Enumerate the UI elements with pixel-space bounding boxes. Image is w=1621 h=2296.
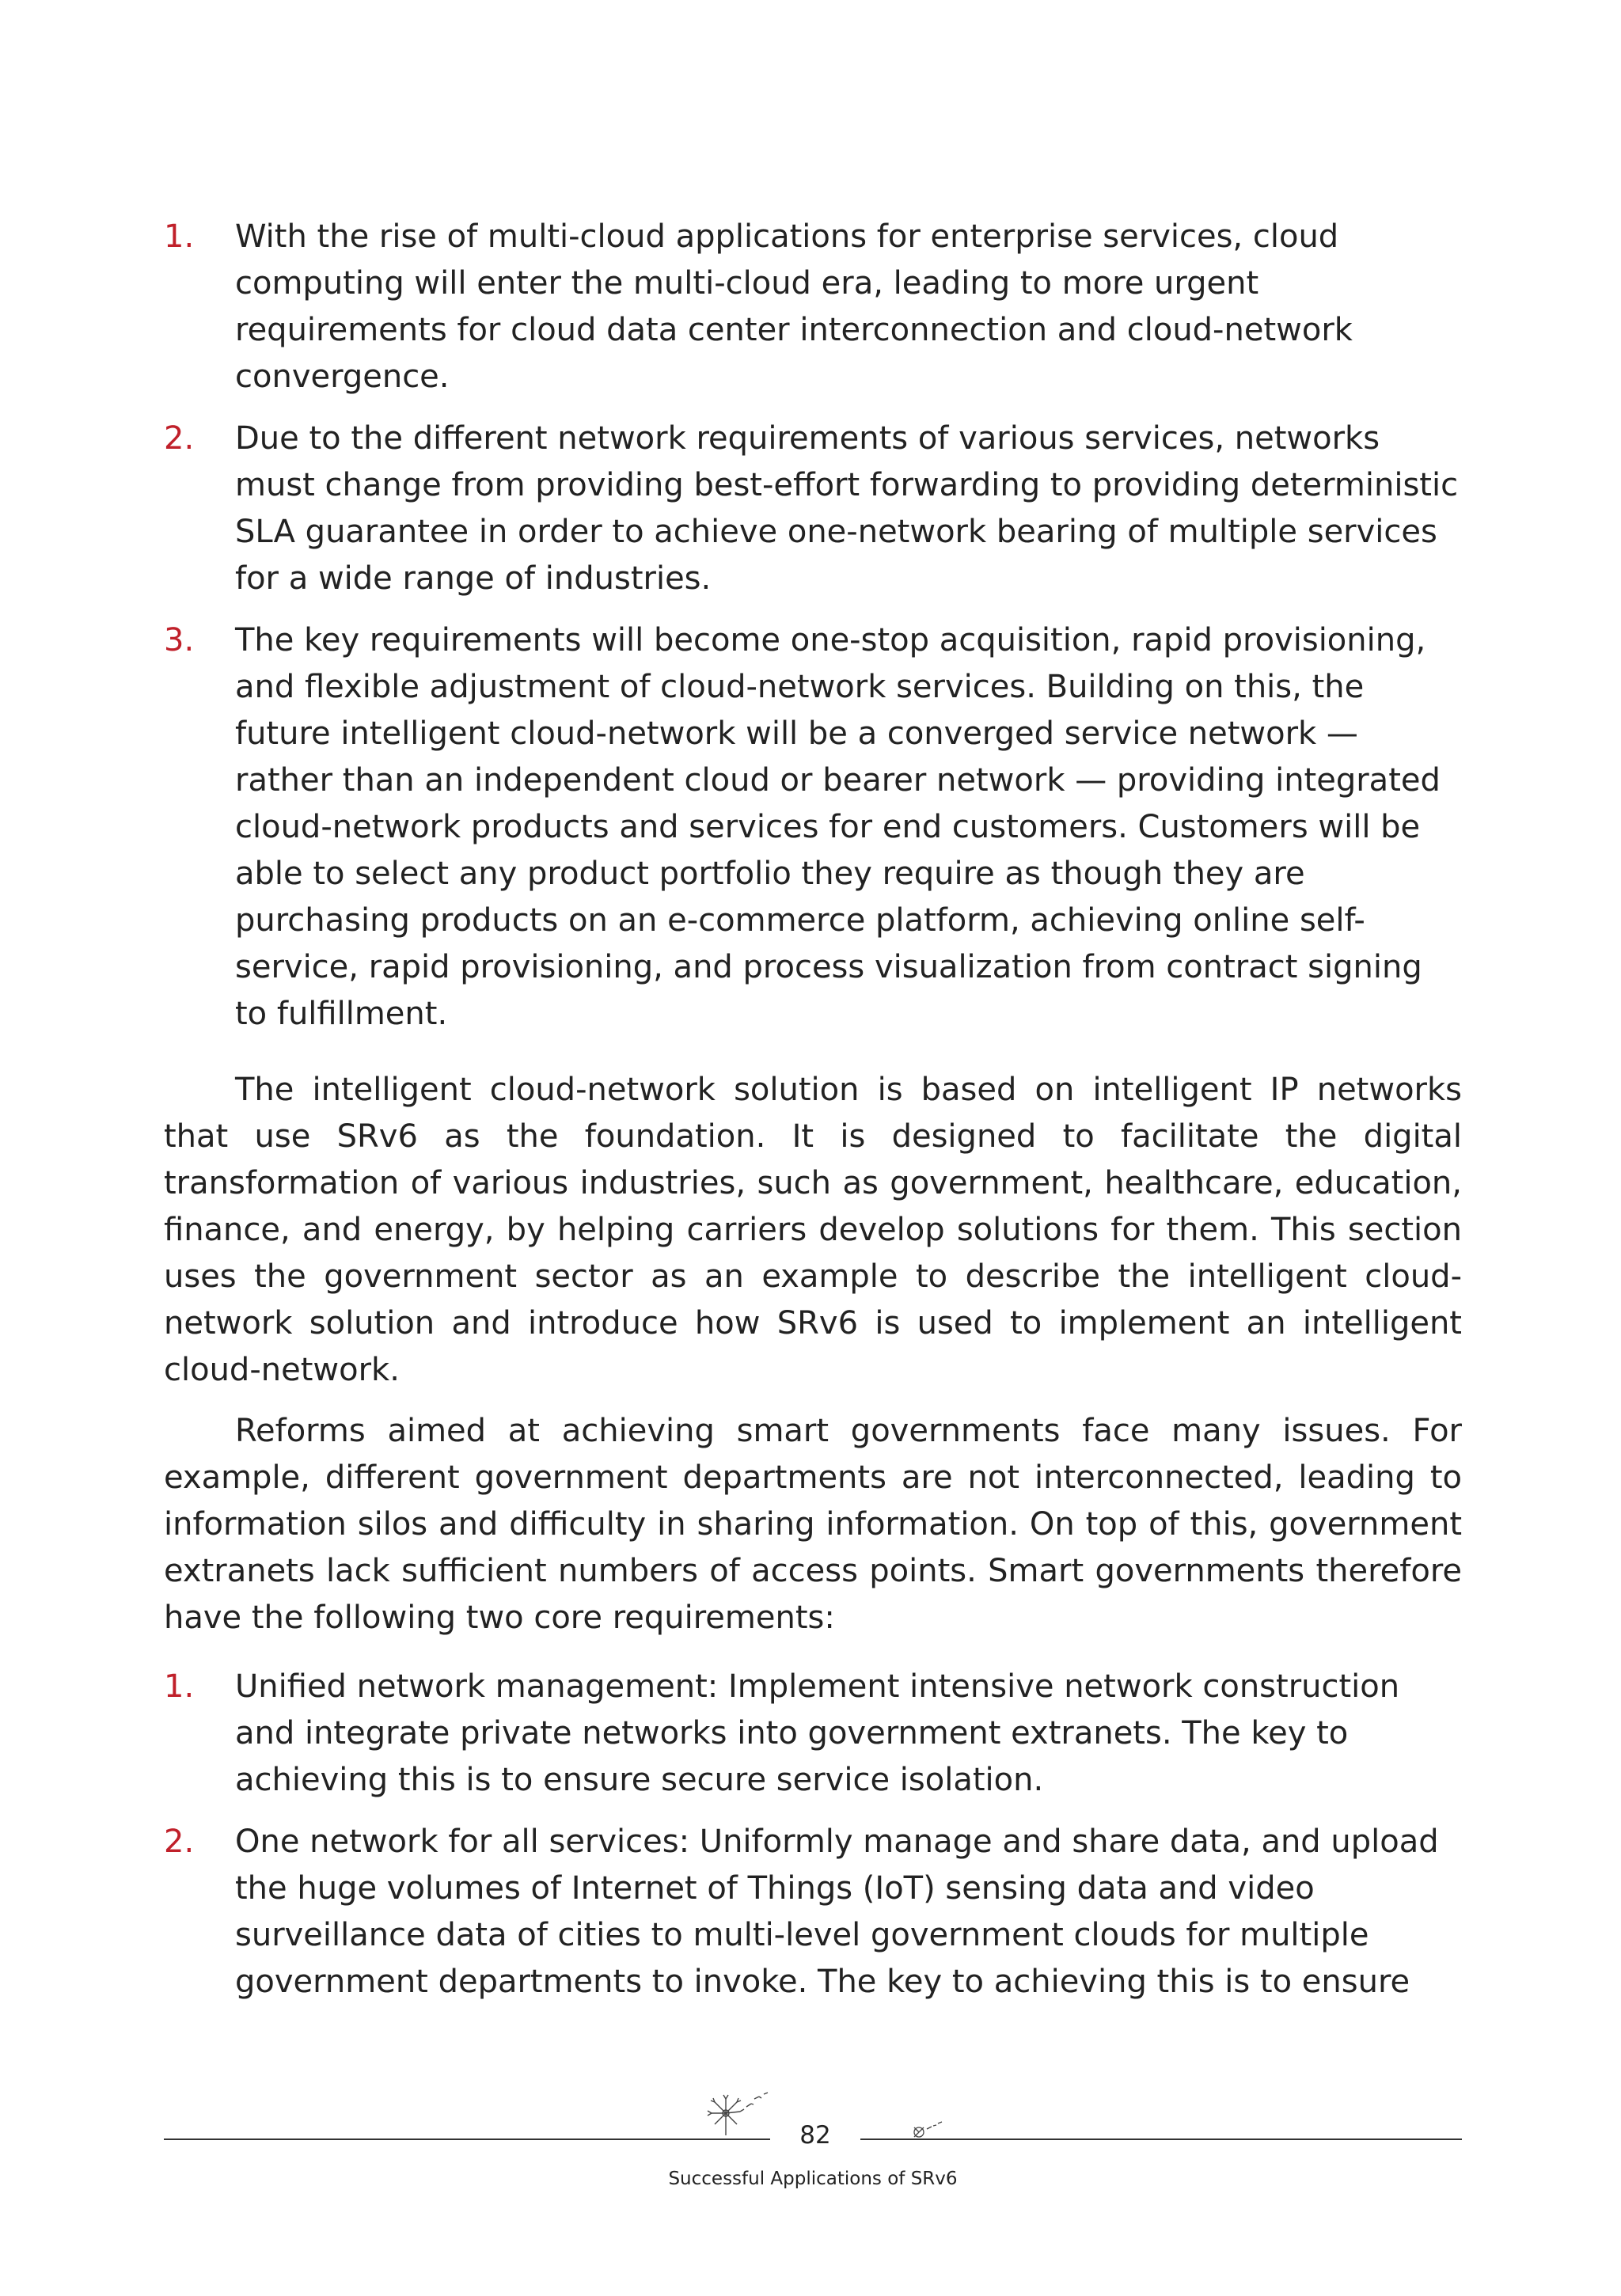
list-number: 1. [164,218,195,255]
list-item-text: Due to the different network requirements of various services, networks must change from providing best-effort forwarding to providing deterministic SLA guarantee in order to achieve one-network bearing of multiple services for a wide range of industries. [235,420,1459,597]
body-paragraph: The intelligent cloud-network solution is based on intelligent IP networks that use SRv6 as the foundation. It is designed to facilitate the digital transformation of various industries, such as government, healthcare, education, finance, and energy, by helping carriers develop solutions for them. This section uses the government sector as an example to describe the intelligent cloud-network solution and introduce how SRv6 is used to implement an intelligent cloud-network. [164,1072,1462,1388]
list-item-text: The key requirements will become one-stop acquisition, rapid provisioning, and flexible adjustment of cloud-network services. Building on this, the future intelligent cloud-network will be a converged service network — rather than an independent cloud or bearer network — providing integrated cloud-network products and services for end customers. Customers will be able to select any product portfolio they require as though they are purchasing products on an e-commerce platform, achieving online self-service, rapid provisioning, and process visualization from contract signing to fulfillment. [235,622,1441,1032]
list-item [164,214,1462,400]
body-paragraph: Reforms aimed at achieving smart governments face many issues. For example, different government departments are not interconnected, leading to information silos and difficulty in sharing information. On top of this, government extranets lack sufficient numbers of access points. Smart governments therefore have the following two core requirements: [164,1413,1462,1636]
list-number: 3. [164,622,195,658]
list-number: 2. [164,420,195,457]
list-number: 1. [164,1668,195,1705]
list-item [164,1819,1462,2006]
book-title: Successful Applications of SRv6 [668,2169,958,2189]
page-number: 82 [799,2121,831,2150]
list-item [164,1664,1462,1804]
footer-rule-left [164,2139,770,2140]
list-item [164,617,1462,1038]
dandelion-icon [702,2089,773,2137]
footer-rule-right [860,2139,1462,2140]
page-footer [164,2089,1462,2200]
list-number: 2. [164,1824,195,1860]
list-item-text: With the rise of multi-cloud applications for enterprise services, cloud computing will enter the multi-cloud era, leading to more urgent requirements for cloud data center interconnection and cloud-network convergence. [235,218,1353,395]
requirements-list [164,214,1462,1038]
list-item [164,416,1462,602]
page-content [164,214,1462,2021]
list-item-text: Unified network management: Implement intensive network construction and integrate private networks into government extranets. The key to achieving this is to ensure secure service isolation. [235,1668,1400,1798]
list-item-text: One network for all services: Uniformly manage and share data, and upload the huge volumes of Internet of Things (IoT) sensing data and video surveillance data of cities to multi-level government clouds for multiple government departments to invoke. The key to achieving this is to ensure [235,1824,1439,2000]
core-requirements-list [164,1664,1462,2006]
